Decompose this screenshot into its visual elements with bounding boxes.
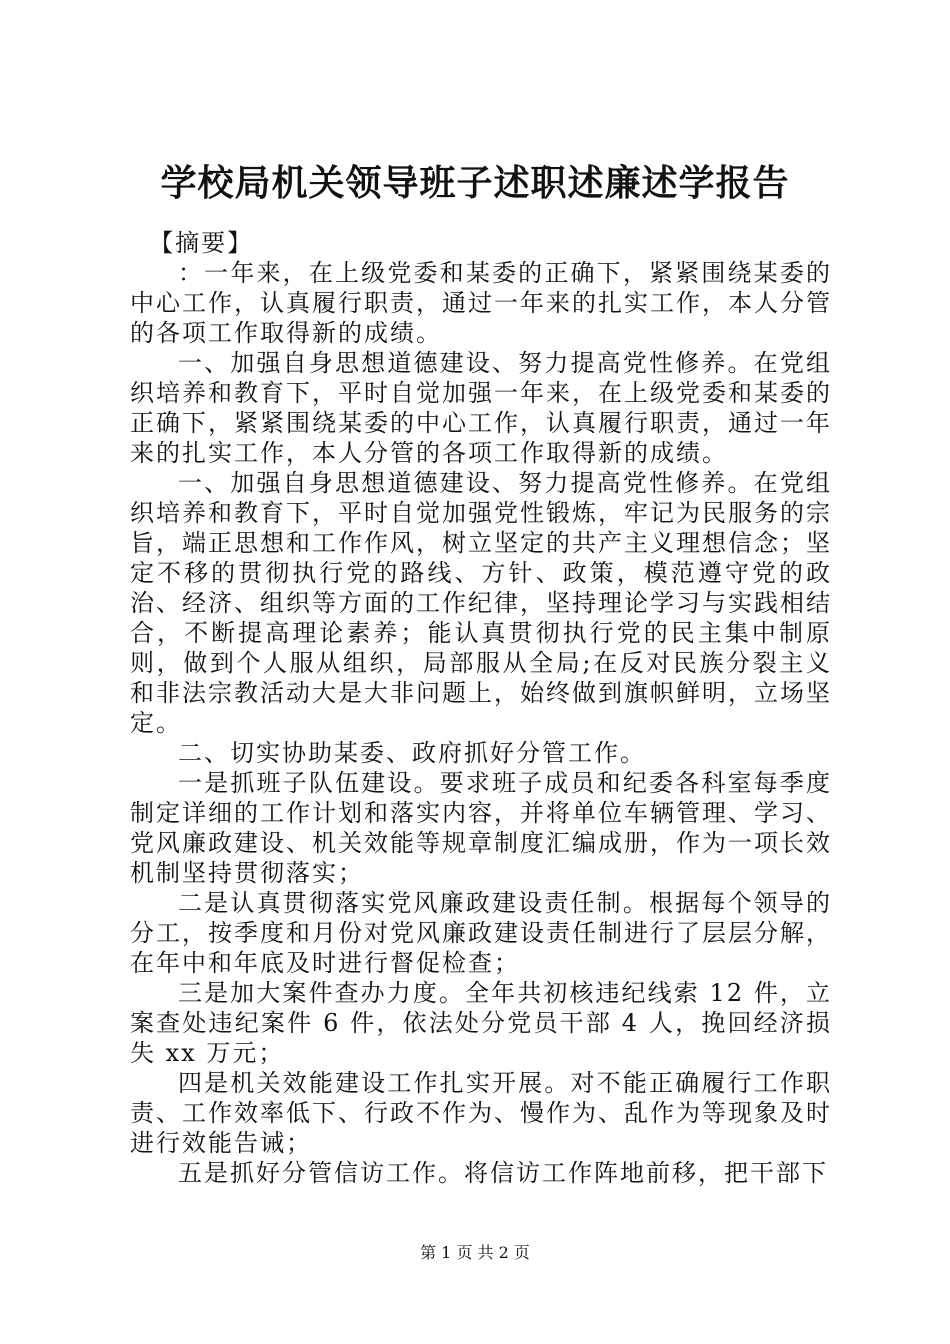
paragraph-item-5: 五是抓好分管信访工作。将信访工作阵地前移，把干部下 xyxy=(178,1159,828,1187)
paragraph-section-1b: 一、加强自身思想道德建设、努力提高党性修养。在党组织培养和教育下，平时自觉加强党性锻炼，牢记为民服务的宗旨，端正思想和工作作风，树立坚定的共产主义理想信念；坚定不移的贯彻执行党的路线、方针、政策，模范遵守党的政治、经济、组织等方面的工作纪律，坚持理论学习与实践相结合，不断提高理论素养；能认真贯彻执行党的民主集中制原则，做到个人服从组织，局部服从全局;在反对民族分裂主义和非法宗教活动大是大非问题上，始终做到旗帜鲜明，立场坚定。 xyxy=(130,469,832,737)
document-body xyxy=(130,228,832,1188)
paragraph-section-1a: 一、加强自身思想道德建设、努力提高党性修养。在党组织培养和教育下，平时自觉加强一年来，在上级党委和某委的正确下，紧紧围绕某委的中心工作，认真履行职责，通过一年来的扎实工作，本人分管的各项工作取得新的成绩。 xyxy=(130,349,832,467)
page-number-footer: 第 1 页 共 2 页 xyxy=(420,1243,530,1262)
document-title: 学校局机关领导班子述职述廉述学报告 xyxy=(160,162,790,204)
paragraph-item-1: 一是抓班子队伍建设。要求班子成员和纪委各科室每季度制定详细的工作计划和落实内容，并将单位车辆管理、学习、党风廉政建设、机关效能等规章制度汇编成册，作为一项长效机制坚持贯彻落实； xyxy=(130,769,832,887)
paragraph-item-4: 四是机关效能建设工作扎实开展。对不能正确履行工作职责、工作效率低下、行政不作为、慢作为、乱作为等现象及时进行效能告诫； xyxy=(130,1069,832,1157)
paragraph-intro: ：一年来，在上级党委和某委的正确下，紧紧围绕某委的中心工作，认真履行职责，通过一年来的扎实工作，本人分管的各项工作取得新的成绩。 xyxy=(130,259,832,347)
abstract-label: 【摘要】 xyxy=(149,229,254,257)
paragraph-section-2-heading: 二、切实协助某委、政府抓好分管工作。 xyxy=(178,739,646,767)
paragraph-item-2: 二是认真贯彻落实党风廉政建设责任制。根据每个领导的分工，按季度和月份对党风廉政建设责任制进行了层层分解，在年中和年底及时进行督促检查； xyxy=(130,889,832,977)
paragraph-item-3: 三是加大案件查办力度。全年共初核违纪线索 12 件，立案查处违纪案件 6 件，依法处分党员干部 4 人，挽回经济损失 xx 万元； xyxy=(130,979,832,1067)
